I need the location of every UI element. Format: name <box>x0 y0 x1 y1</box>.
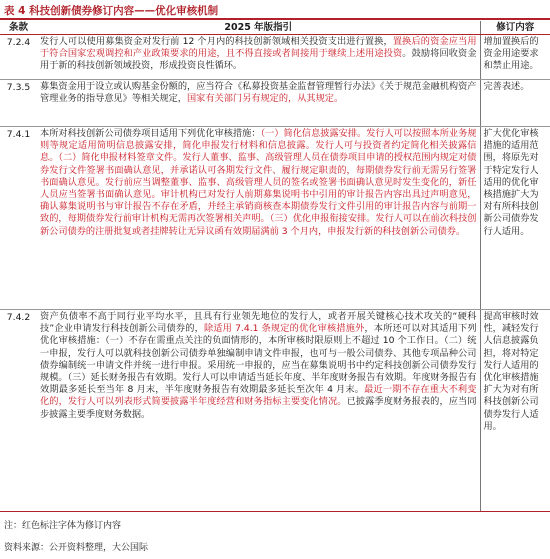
guideline-cell <box>37 310 480 512</box>
change-cell: 提高审核时效性，减轻发行人信息披露负担，将对特定发行人适用的优化审核措施扩大为对有所科技创新公司债券发行人适用。 <box>480 310 550 512</box>
guideline-cell <box>37 80 480 127</box>
guideline-text: ，本所还可以对其适用下列优化审核措施：（一）不存在需重点关注的负面情形的，本所审核时限原则上不超过 10 个工作日。（二）统一申报，发行人可以就科技创新公司债券单独编制申请文件申报，也可与一般公司债券、其他专项品种公司债券编制统一申请文件并统一进行申报。采用统一申报的，应当在募集说明书中约定科技创新公司债券发行规模。（三）延长财务报告有效期。发行人可以申请适当延长年度、半年度财务报告有效期。年度财务报告有效期最多延长至当年 8 月末，半年度财务报告有效期最多延长至次年 4 月末。 <box>40 323 477 396</box>
change-cell: 扩大优化审核措施的适用范围，将原先对于特定发行人适用的优化审核措施扩大为对有所科技创新公司债券发行人适用。 <box>480 127 550 310</box>
table-row <box>0 127 550 310</box>
guideline-text: 本所对科技创新公司债券项目适用下列优化审核措施： <box>40 128 261 139</box>
table-row <box>0 310 550 512</box>
revised-text: 最近一期不存在重大不利变化的，发行人可以列表形式简要披露半年度经营和财务指标主要变化情况。 <box>40 384 477 408</box>
table-header-row <box>0 21 550 35</box>
table-row <box>0 35 550 80</box>
header-content: 修订内容 <box>480 21 550 35</box>
title-rule <box>0 18 550 20</box>
change-cell: 增加置换后的资金用途要求和禁止用途。 <box>480 35 550 80</box>
guideline-cell <box>37 127 480 310</box>
guideline-text: 募集资金用于设立或认购基金份额的，应当符合《私募投资基金监督管理暂行办法》《关于规范金融机构资产管理业务的指导意见》等相关规定， <box>40 81 477 105</box>
revised-text: 除适用 7.4.1 条规定的优化审核措施外 <box>203 323 365 335</box>
clause-cell: 7.4.2 <box>0 310 37 512</box>
clause-cell: 7.3.5 <box>0 80 37 127</box>
revised-text: 国家有关部门另有规定的，从其规定。 <box>187 93 344 105</box>
header-clause: 条款 <box>0 21 37 35</box>
header-guideline: 2025 年版指引 <box>37 21 480 35</box>
guideline-cell <box>37 35 480 80</box>
guideline-text: 发行人可以使用募集资金对发行前 12 个月内的科技创新领域相关投资支出进行置换， <box>40 36 393 47</box>
clause-cell: 7.4.1 <box>0 127 37 310</box>
guideline-text: 资产负债率不高于同行业平均水平，且具有行业领先地位的发行人，或者开展关键核心技术攻关的“硬科技”企业申请发行科技创新公司债券的， <box>40 311 477 335</box>
guideline-text: 。鼓励将回收资金用于新的科技创新领域投资，形成投资良性循环。 <box>40 48 477 72</box>
clause-cell: 7.2.4 <box>0 35 37 80</box>
revised-text: （一）简化信息披露安排。发行人可以按照本所业务规则等规定适用简明信息披露安排，简化申报发行材料和信息披露。发行人可与投资者约定简化相关披露信息。（二）简化申报材料签章文件。发行人董事、监事、高级管理人员在债券项目申请的授权范围内规定对债券发行文件签署书面确认意见，并承诺认可各期发行文件、履行规定职责的，每期债券发行前无需另行签署书面确认意见。发行前应当调整董事、监事、高级管理人员的签名或签署书面确认意见时发生变化的，新任人员应当签署书面确认意见。审计机构已对发行人前期募集说明书中引用的审计报告内容出具过声明意见，确认募集说明书与审计报告不存在矛盾，并经主承销商核查本期债券发行文件引用的审计报告内容与前期一致的，每期债券发行前审计机构无需再次签署相关声明。（三）优化申报衔接安排。发行人可以在前次科技创新公司债券的注册批复或者挂牌转让无异议函有效期届满前 3 个月内，申报发行新的科技创新公司债券。 <box>40 128 477 237</box>
table-title: 表 4 科技创新债券修订内容——优化审核机制 <box>4 5 219 17</box>
table-row <box>0 80 550 127</box>
source-line: 资料来源：公开资料整理，大公国际 <box>4 543 149 553</box>
table-note: 注：红色标注字体为修订内容 <box>4 521 122 531</box>
guideline-text: 已披露季度财务报表的，应当同步披露主要季度财务数据。 <box>40 396 477 420</box>
change-cell: 完善表述。 <box>480 80 550 127</box>
revised-text: 置换后的资金应当用于符合国家宏观调控和产业政策要求的用途，且不得直接或者间接用于继续上述用途投资 <box>40 36 477 60</box>
revision-table <box>0 21 550 512</box>
